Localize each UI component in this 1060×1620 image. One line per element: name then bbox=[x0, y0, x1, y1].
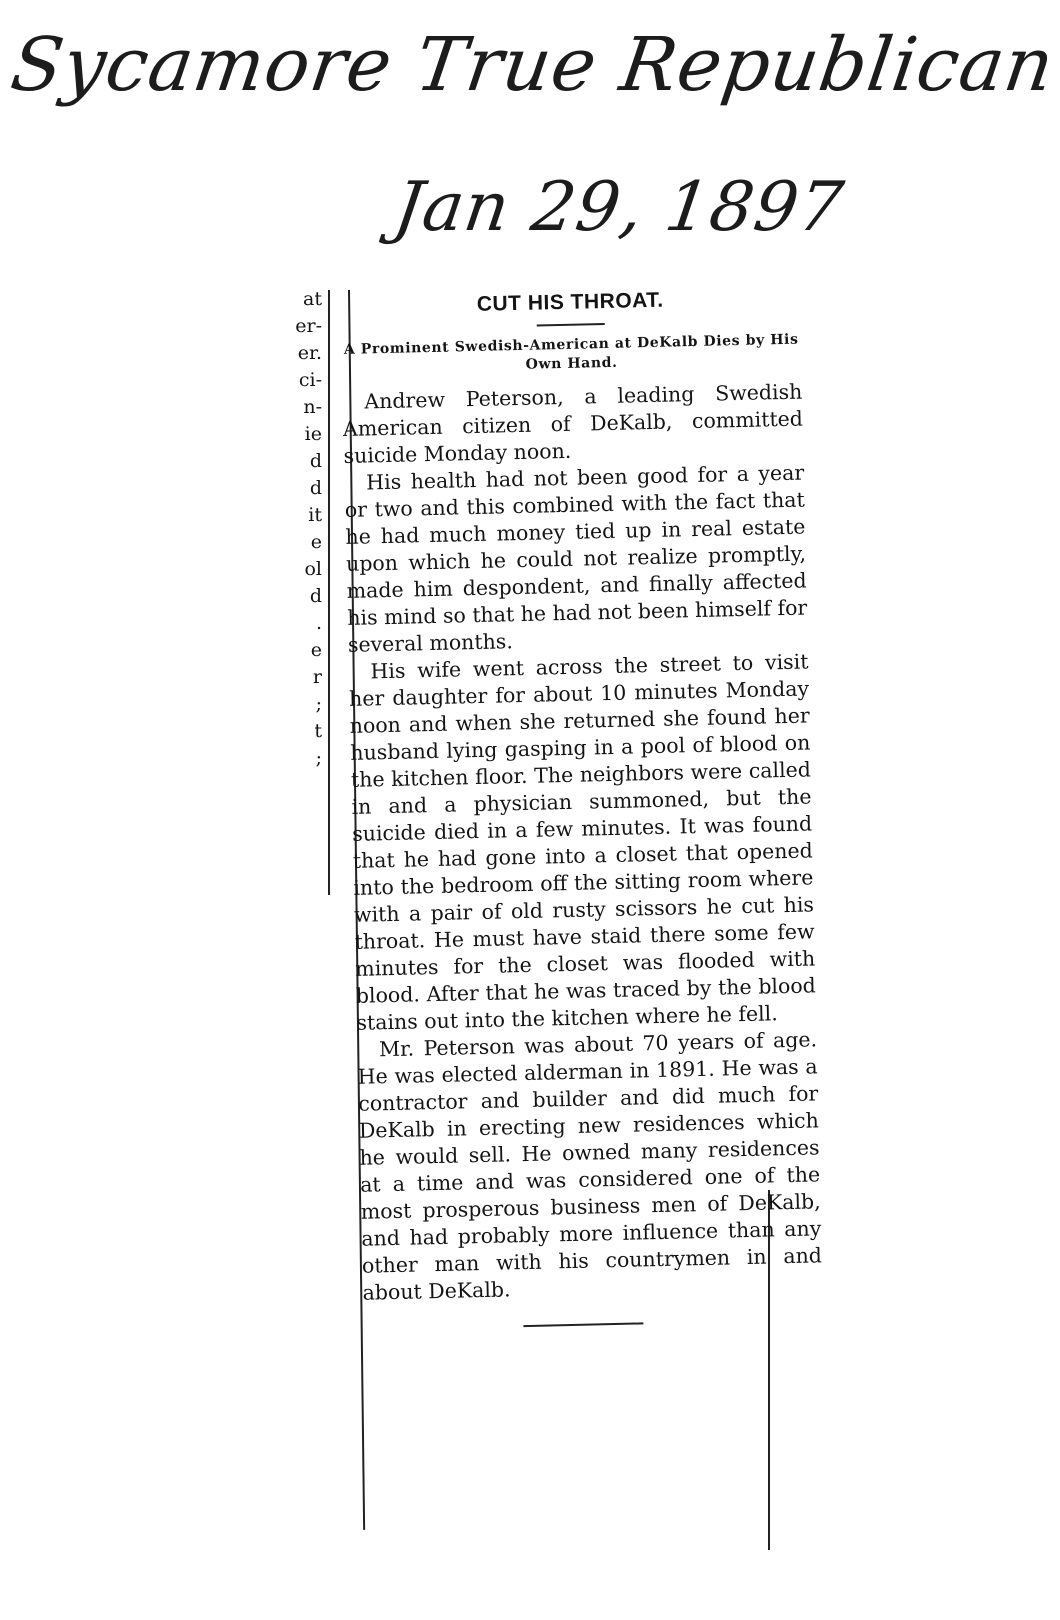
article-paragraph: His wife went across the street to visit her daughter for about 10 minutes Monday noon and when she returned she found her husband lying gasping in a pool of blood on the kitchen floor. The neighbors were called in and a physician summoned, but the suicide died in a few minutes. It was found that he had gone into a closet that opened into the bedroom off the sitting room where with a pair of old rusty scissors he cut his throat. He must have staid there some few minutes for the closet was flooded with blood. After that he was traced by the blood stains out into the kitchen where he fell. bbox=[348, 649, 817, 1035]
column-fragment-line: er- bbox=[295, 315, 322, 337]
column-fragment-line: ; bbox=[315, 693, 322, 715]
column-fragment-line: at bbox=[303, 288, 322, 310]
article-paragraph: Mr. Peterson was about 70 years of age. He was elected alderman in 1891. He was a contractor and builder and did much for DeKalb in erecting new residences which he would sell. He owned many residences at a time and was considered one of the most prosperous business men of DeKalb, and had probably more influence than any other man with his countrymen in and about DeKalb. bbox=[357, 1027, 823, 1305]
column-fragment-line: n- bbox=[303, 396, 322, 418]
article-headline: CUT HIS THROAT. bbox=[476, 288, 664, 316]
column-fragment-line: d bbox=[309, 450, 322, 472]
article-paragraph: His health had not been good for a year or two and this combined with the fact that he had much money tied up in real estate upon which he could not realize promptly, made him despondent, and finally affected his mind so that he had not been himself for several months. bbox=[344, 460, 808, 657]
column-rule-left bbox=[328, 290, 330, 895]
column-fragment-line: d bbox=[309, 477, 322, 499]
column-fragment-line: ci- bbox=[298, 369, 322, 391]
column-fragment-line: t bbox=[314, 720, 322, 742]
article-paragraph: Andrew Peterson, a leading Swedish American citizen of DeKalb, committed suicide Monday noon. bbox=[342, 379, 804, 468]
column-fragment-line: it bbox=[308, 504, 322, 526]
handwritten-source-title: Sycamore True Republican bbox=[5, 22, 1060, 108]
headline-divider bbox=[537, 323, 605, 327]
article-end-rule bbox=[523, 1322, 643, 1327]
column-fragment-line: e bbox=[310, 639, 322, 661]
adjacent-column-fragment bbox=[290, 286, 322, 772]
column-fragment-line: ; bbox=[315, 747, 322, 769]
handwritten-date: Jan 29, 1897 bbox=[389, 168, 849, 247]
column-fragment-line: er. bbox=[297, 342, 322, 364]
article-subhead: A Prominent Swedish-American at DeKalb Dies by His Own Hand. bbox=[343, 331, 799, 373]
news-article bbox=[340, 286, 823, 1331]
column-fragment-line: d bbox=[309, 585, 322, 607]
column-fragment-line: e bbox=[310, 531, 322, 553]
column-fragment-line: r bbox=[312, 666, 322, 688]
column-fragment-line: ol bbox=[304, 558, 322, 580]
column-fragment-line: . bbox=[315, 612, 322, 634]
column-fragment-line: ie bbox=[304, 423, 322, 445]
